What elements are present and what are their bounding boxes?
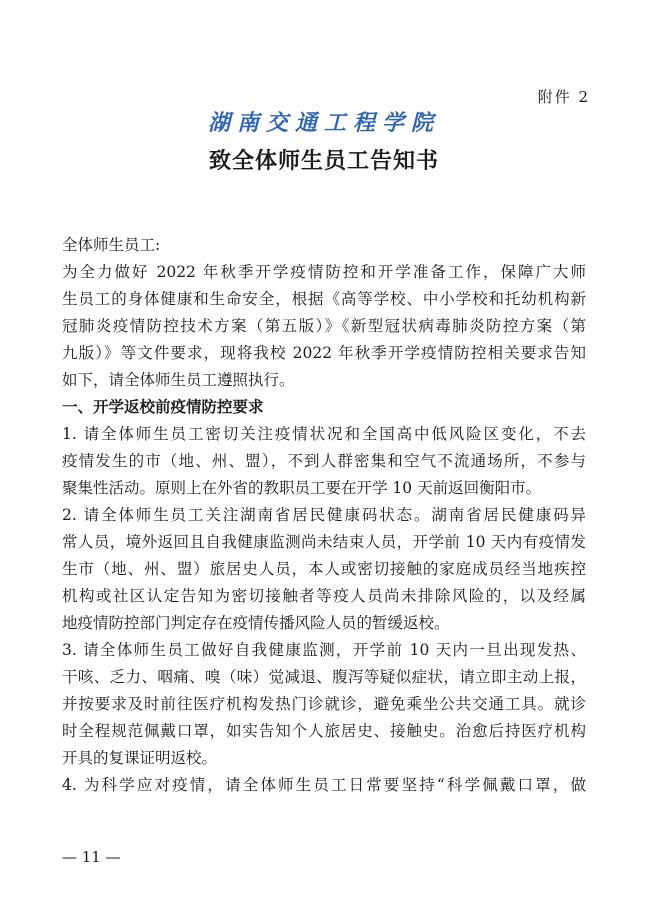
body-text-line: 1. 请全体师生员工密切关注疫情状况和全国高中低风险区变化，不去: [62, 425, 586, 443]
body-text-line: 2. 请全体师生员工关注湖南省居民健康码状态。湖南省居民健康码异: [62, 506, 586, 524]
school-logo-text: 湖南交通工程学院: [207, 110, 440, 136]
body-text-line: 聚集性活动。原则上在外省的教职员工要在开学 10 天前返回衡阳市。: [62, 479, 542, 497]
body-text-line: 为全力做好 2022 年秋季开学疫情防控和开学准备工作，保障广大师: [62, 263, 586, 281]
document-title: 致全体师生员工告知书: [208, 148, 439, 174]
body-text-line: 如下，请全体师生员工遵照执行。: [62, 371, 295, 389]
body-text-line: 疫情发生的市（地、州、盟），不到人群密集和空气不流通场所，不参与: [62, 452, 586, 470]
body-text-line: 地疫情防控部门判定存在疫情传播风险人员的暂缓返校。: [62, 614, 450, 632]
body-text-line: 冠肺炎疫情防控技术方案（第五版）》《新型冠状病毒肺炎防控方案（第: [62, 317, 586, 335]
body-text-line: 干咳、乏力、咽痛、嗅（味）觉减退、腹泻等疑似症状，请立即主动上报，: [62, 668, 586, 686]
body-text-line: 3. 请全体师生员工做好自我健康监测，开学前 10 天内一旦出现发热、: [62, 641, 586, 659]
body-text-line: 开具的复课证明返校。: [62, 749, 218, 767]
body-text-line: 生员工的身体健康和生命安全，根据《高等学校、中小学校和托幼机构新: [62, 290, 586, 308]
body-text-line: 全体师生员工:: [62, 236, 161, 254]
body-text-line: 时全程规范佩戴口罩，如实告知个人旅居史、接触史。治愈后持医疗机构: [62, 722, 586, 740]
body-text-line: 4. 为科学应对疫情，请全体师生员工日常要坚持“科学佩戴口罩，做: [62, 776, 586, 794]
body-text-line: 生市（地、州、盟）旅居史人员，本人或密切接触的家庭成员经当地疾控: [62, 560, 586, 578]
body-text-line: 机构或社区认定告知为密切接触者等疫人员尚未排除风险的，以及经属: [62, 587, 586, 605]
body-text-line: 常人员，境外返回且自我健康监测尚未结束人员，开学前 10 天内有疫情发: [62, 533, 586, 551]
section-heading: 一、开学返校前疫情防控要求: [62, 398, 264, 416]
document-body: [62, 232, 586, 799]
page-number: — 11 —: [62, 848, 121, 866]
attachment-label: 附件 2: [537, 88, 590, 106]
body-text-line: 九版）》等文件要求，现将我校 2022 年秋季开学疫情防控相关要求告知: [62, 344, 586, 362]
body-text-line: 并按要求及时前往医疗机构发热门诊就诊，避免乘坐公共交通工具。就诊: [62, 695, 586, 713]
